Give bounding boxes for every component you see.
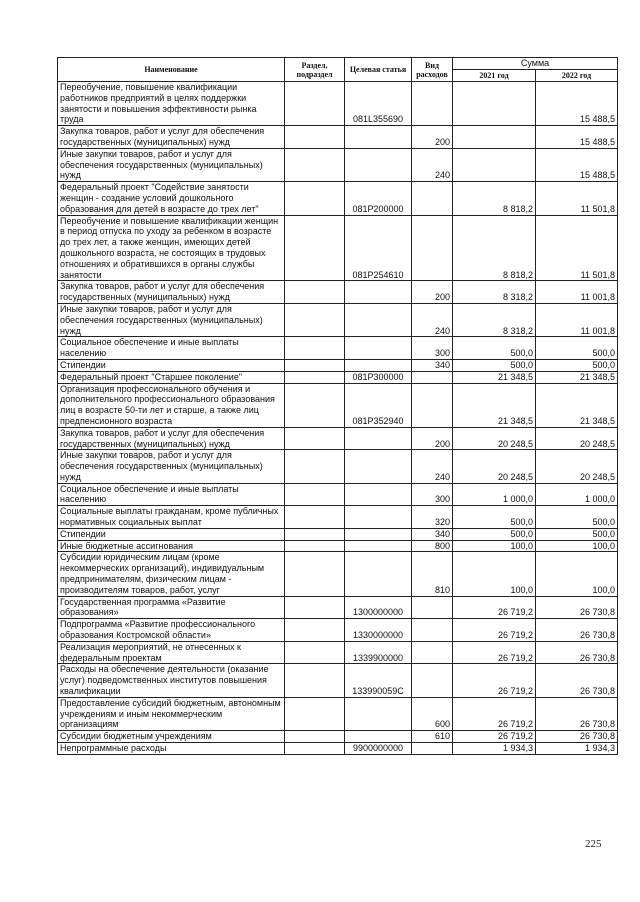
- row-sum-2022: 11 501,8: [536, 182, 618, 215]
- table-row: [58, 641, 618, 664]
- header-name: Наименование: [58, 58, 285, 82]
- row-section: [285, 483, 345, 506]
- row-target: 081P352940: [345, 383, 412, 427]
- row-section: [285, 641, 345, 664]
- row-type: 240: [412, 148, 453, 181]
- row-name: Организация профессионального обучения и дополнительного профессионального образования лиц в возрасте 50-ти лет и старше, а также лиц предпенсионного возраста: [58, 383, 285, 427]
- row-section: [285, 427, 345, 450]
- table-row: [58, 148, 618, 181]
- row-target: 133990059С: [345, 664, 412, 697]
- row-section: [285, 619, 345, 642]
- page-number: 225: [585, 838, 602, 850]
- row-sum-2022: 26 730,8: [536, 664, 618, 697]
- row-sum-2022: 500,0: [536, 506, 618, 529]
- table-row: [58, 371, 618, 383]
- row-type: 800: [412, 540, 453, 552]
- row-sum-2022: 21 348,5: [536, 383, 618, 427]
- row-section: [285, 82, 345, 126]
- row-sum-2022: 26 730,8: [536, 731, 618, 743]
- row-target: [345, 359, 412, 371]
- row-sum-2022: 500,0: [536, 359, 618, 371]
- budget-table: [57, 57, 618, 755]
- table-row: [58, 359, 618, 371]
- row-target: [345, 126, 412, 149]
- table-row: [58, 731, 618, 743]
- row-sum-2022: 15 488,5: [536, 148, 618, 181]
- row-sum-2021: 26 719,2: [453, 731, 536, 743]
- row-sum-2022: 15 488,5: [536, 82, 618, 126]
- row-target: 9900000000: [345, 743, 412, 755]
- row-name: Переобучение, повышение квалификации работников предприятий в целях поддержки занятости и повышения эффективности рынка труда: [58, 82, 285, 126]
- row-target: 1339900000: [345, 641, 412, 664]
- row-sum-2021: [453, 126, 536, 149]
- row-name: Иные закупки товаров, работ и услуг для обеспечения государственных (муниципальных) нужд: [58, 303, 285, 336]
- row-sum-2022: 21 348,5: [536, 371, 618, 383]
- row-sum-2022: 20 248,5: [536, 450, 618, 483]
- row-sum-2022: 100,0: [536, 540, 618, 552]
- row-sum-2021: 8 318,2: [453, 303, 536, 336]
- table-row: [58, 303, 618, 336]
- row-type: [412, 641, 453, 664]
- row-section: [285, 743, 345, 755]
- table-row: [58, 619, 618, 642]
- row-type: [412, 182, 453, 215]
- row-target: [345, 731, 412, 743]
- header-year-2021: 2021 год: [453, 70, 536, 82]
- row-section: [285, 182, 345, 215]
- row-section: [285, 215, 345, 281]
- table-row: [58, 506, 618, 529]
- header-section: Раздел, подраздел: [285, 58, 345, 82]
- header-type: Вид расходов: [412, 58, 453, 82]
- header-target: Целевая статья: [345, 58, 412, 82]
- row-sum-2021: 20 248,5: [453, 450, 536, 483]
- row-type: 240: [412, 450, 453, 483]
- table-row: [58, 281, 618, 304]
- table-row: [58, 450, 618, 483]
- row-section: [285, 148, 345, 181]
- table-row: [58, 427, 618, 450]
- row-sum-2022: 100,0: [536, 552, 618, 596]
- table-row: [58, 528, 618, 540]
- row-name: Закупка товаров, работ и услуг для обеспечения государственных (муниципальных) нужд: [58, 126, 285, 149]
- row-section: [285, 697, 345, 730]
- table-row: [58, 540, 618, 552]
- table-body: [58, 82, 618, 755]
- row-name: Социальные выплаты гражданам, кроме публичных нормативных социальных выплат: [58, 506, 285, 529]
- row-section: [285, 281, 345, 304]
- row-sum-2021: 1 934,3: [453, 743, 536, 755]
- row-type: 300: [412, 483, 453, 506]
- row-sum-2022: 1 000,0: [536, 483, 618, 506]
- row-section: [285, 528, 345, 540]
- row-target: 1330000000: [345, 619, 412, 642]
- row-section: [285, 359, 345, 371]
- row-sum-2022: 26 730,8: [536, 619, 618, 642]
- row-type: [412, 596, 453, 619]
- row-name: Предоставление субсидий бюджетным, автономным учреждениям и иным некоммерческим организациям: [58, 697, 285, 730]
- table-row: [58, 697, 618, 730]
- row-target: [345, 450, 412, 483]
- row-name: Подпрограмма «Развитие профессионального образования Костромской области»: [58, 619, 285, 642]
- row-target: [345, 427, 412, 450]
- row-target: [345, 540, 412, 552]
- header-year-2022: 2022 год: [536, 70, 618, 82]
- row-type: [412, 371, 453, 383]
- row-name: Непрограммные расходы: [58, 743, 285, 755]
- row-sum-2021: 8 818,2: [453, 215, 536, 281]
- row-type: 610: [412, 731, 453, 743]
- row-target: [345, 483, 412, 506]
- row-sum-2021: 20 248,5: [453, 427, 536, 450]
- row-sum-2022: 20 248,5: [536, 427, 618, 450]
- row-type: 200: [412, 281, 453, 304]
- row-target: [345, 337, 412, 360]
- row-name: Переобучение и повышение квалификации женщин в период отпуска по уходу за ребенком в возрасте до трех лет, а также женщин, имеющих детей дошкольного возраста, не состоящих в трудовых отношениях и обратившихся в органы службы занятости: [58, 215, 285, 281]
- row-sum-2021: 100,0: [453, 552, 536, 596]
- table-row: [58, 596, 618, 619]
- row-sum-2022: 11 001,8: [536, 303, 618, 336]
- row-sum-2021: [453, 82, 536, 126]
- row-sum-2022: 15 488,5: [536, 126, 618, 149]
- row-name: Социальное обеспечение и иные выплаты населению: [58, 483, 285, 506]
- row-name: Иные закупки товаров, работ и услуг для обеспечения государственных (муниципальных) нужд: [58, 450, 285, 483]
- row-sum-2022: 11 501,8: [536, 215, 618, 281]
- table-row: [58, 337, 618, 360]
- row-sum-2021: 100,0: [453, 540, 536, 552]
- row-target: [345, 281, 412, 304]
- row-target: 081P300000: [345, 371, 412, 383]
- row-target: [345, 552, 412, 596]
- row-type: [412, 383, 453, 427]
- row-section: [285, 506, 345, 529]
- row-section: [285, 126, 345, 149]
- table-row: [58, 743, 618, 755]
- row-target: 081L355690: [345, 82, 412, 126]
- row-type: 340: [412, 359, 453, 371]
- row-type: [412, 215, 453, 281]
- row-type: [412, 82, 453, 126]
- budget-sheet: [57, 57, 617, 755]
- row-sum-2021: 26 719,2: [453, 664, 536, 697]
- row-sum-2021: 500,0: [453, 359, 536, 371]
- row-type: 300: [412, 337, 453, 360]
- row-section: [285, 383, 345, 427]
- row-type: [412, 619, 453, 642]
- row-name: Субсидии бюджетным учреждениям: [58, 731, 285, 743]
- row-sum-2022: 500,0: [536, 528, 618, 540]
- row-sum-2021: 500,0: [453, 337, 536, 360]
- row-sum-2022: 500,0: [536, 337, 618, 360]
- row-name: Иные закупки товаров, работ и услуг для обеспечения государственных (муниципальных) нужд: [58, 148, 285, 181]
- row-section: [285, 371, 345, 383]
- row-name: Закупка товаров, работ и услуг для обеспечения государственных (муниципальных) нужд: [58, 281, 285, 304]
- row-sum-2022: 1 934,3: [536, 743, 618, 755]
- row-sum-2021: 1 000,0: [453, 483, 536, 506]
- table-row: [58, 126, 618, 149]
- row-name: Социальное обеспечение и иные выплаты населению: [58, 337, 285, 360]
- row-sum-2021: 8 318,2: [453, 281, 536, 304]
- table-row: [58, 82, 618, 126]
- row-name: Стипендии: [58, 528, 285, 540]
- row-section: [285, 552, 345, 596]
- row-sum-2021: 26 719,2: [453, 641, 536, 664]
- row-section: [285, 540, 345, 552]
- row-type: 340: [412, 528, 453, 540]
- row-name: Иные бюджетные ассигнования: [58, 540, 285, 552]
- row-name: Закупка товаров, работ и услуг для обеспечения государственных (муниципальных) нужд: [58, 427, 285, 450]
- table-row: [58, 483, 618, 506]
- row-sum-2021: 500,0: [453, 506, 536, 529]
- row-section: [285, 303, 345, 336]
- row-target: 081P200000: [345, 182, 412, 215]
- row-type: 200: [412, 427, 453, 450]
- row-name: Реализация мероприятий, не отнесенных к федеральным проектам: [58, 641, 285, 664]
- row-sum-2021: 500,0: [453, 528, 536, 540]
- row-sum-2022: 26 730,8: [536, 596, 618, 619]
- row-sum-2021: 21 348,5: [453, 383, 536, 427]
- table-header: [58, 58, 618, 82]
- row-name: Расходы на обеспечение деятельности (оказание услуг) подведомственных институтов повышения квалификации: [58, 664, 285, 697]
- row-sum-2021: 26 719,2: [453, 596, 536, 619]
- row-sum-2021: 21 348,5: [453, 371, 536, 383]
- row-name: Федеральный проект "Старшее поколение": [58, 371, 285, 383]
- table-row: [58, 215, 618, 281]
- table-row: [58, 664, 618, 697]
- row-section: [285, 731, 345, 743]
- row-target: 1300000000: [345, 596, 412, 619]
- row-target: [345, 697, 412, 730]
- row-type: [412, 664, 453, 697]
- row-name: Стипендии: [58, 359, 285, 371]
- row-target: [345, 148, 412, 181]
- row-name: Субсидии юридическим лицам (кроме некоммерческих организаций), индивидуальным предпринимателям, физическим лицам - производителям товаров, работ, услуг: [58, 552, 285, 596]
- row-type: 810: [412, 552, 453, 596]
- row-sum-2022: 11 001,8: [536, 281, 618, 304]
- row-sum-2021: 26 719,2: [453, 619, 536, 642]
- table-row: [58, 552, 618, 596]
- row-sum-2021: [453, 148, 536, 181]
- table-row: [58, 383, 618, 427]
- row-type: [412, 743, 453, 755]
- row-target: [345, 303, 412, 336]
- row-name: Федеральный проект "Содействие занятости женщин - создание условий дошкольного образования для детей в возрасте до трех лет": [58, 182, 285, 215]
- row-sum-2021: 8 818,2: [453, 182, 536, 215]
- row-section: [285, 450, 345, 483]
- row-target: [345, 528, 412, 540]
- row-type: 200: [412, 126, 453, 149]
- row-sum-2022: 26 730,8: [536, 641, 618, 664]
- row-section: [285, 596, 345, 619]
- row-type: 600: [412, 697, 453, 730]
- row-type: 320: [412, 506, 453, 529]
- row-target: 081P254610: [345, 215, 412, 281]
- row-name: Государственная программа «Развитие образования»: [58, 596, 285, 619]
- row-section: [285, 664, 345, 697]
- header-sum: Сумма: [453, 58, 618, 70]
- row-section: [285, 337, 345, 360]
- row-type: 240: [412, 303, 453, 336]
- row-sum-2021: 26 719,2: [453, 697, 536, 730]
- row-target: [345, 506, 412, 529]
- table-row: [58, 182, 618, 215]
- row-sum-2022: 26 730,8: [536, 697, 618, 730]
